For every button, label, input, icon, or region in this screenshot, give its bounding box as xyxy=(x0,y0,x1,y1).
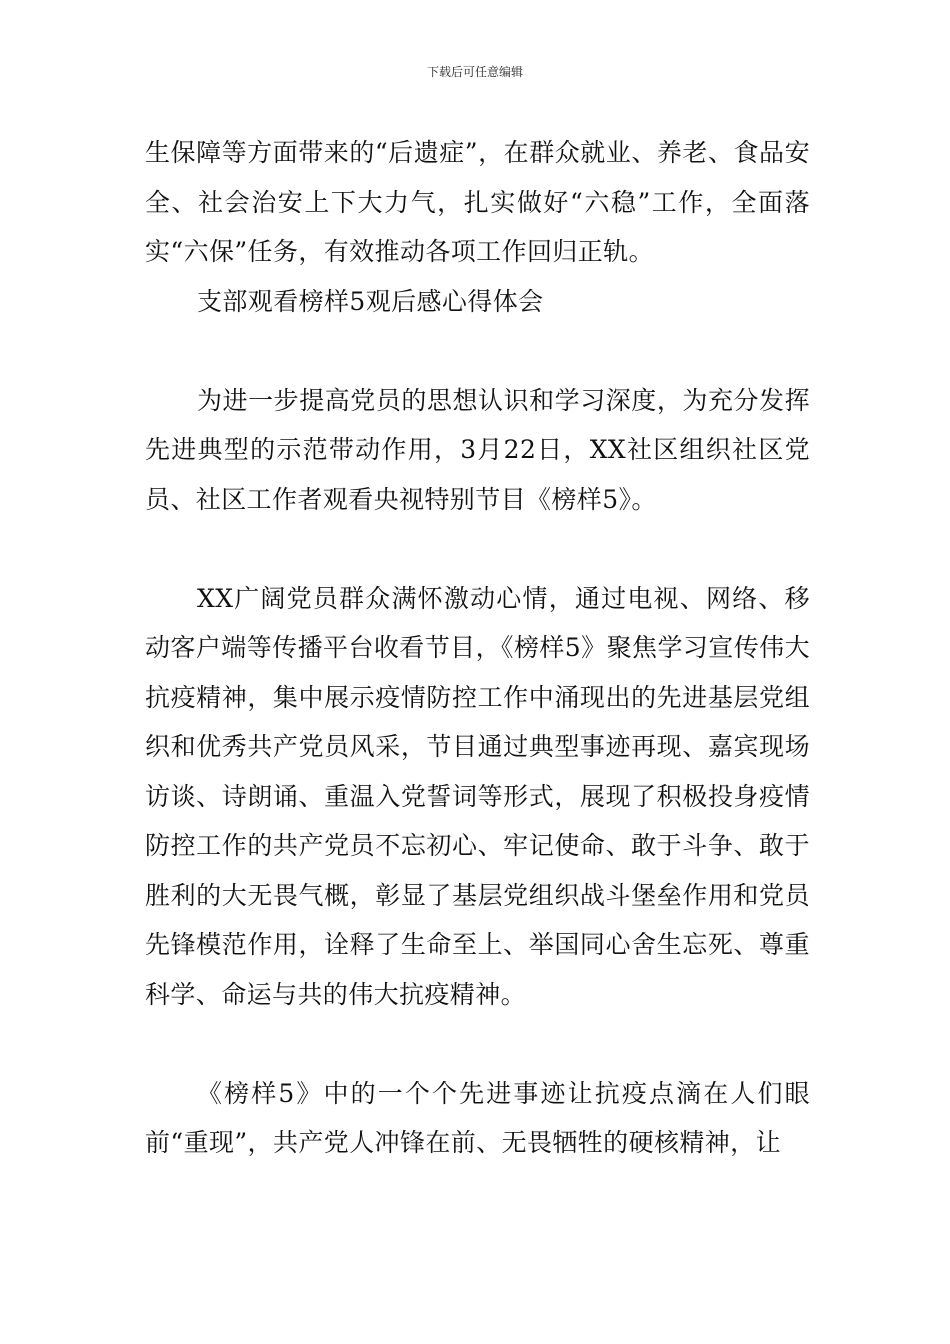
document-body xyxy=(145,128,810,1168)
paragraph-continuation: 生保障等方面带来的“后遗症”，在群众就业、养老、食品安全、社会治安上下大力气，扎实做好“六稳”工作，全面落实“六保”任务，有效推动各项工作回归正轨。 xyxy=(145,138,810,266)
paragraph-reflection: 《榜样5》中的一个个先进事迹让抗疫点滴在人们眼前“重现”，共产党人冲锋在前、无畏牺牲的硬核精神，让 xyxy=(145,1078,810,1157)
document-title: 支部观看榜样5观后感心得体会 xyxy=(197,286,544,316)
paragraph-program-summary: XX广阔党员群众满怀激动心情，通过电视、网络、移动客户端等传播平台收看节目，《榜样5》聚焦学习宣传伟大抗疫精神，集中展示疫情防控工作中涌现出的先进基层党组织和优秀共产党员风采，节目通过典型事迹再现、嘉宾现场访谈、诗朗诵、重温入党誓词等形式，展现了积极投身疫情防控工作的共产党员不忘初心、牢记使命、敢于斗争、敢于胜利的大无畏气概，彰显了基层党组织战斗堡垒作用和党员先锋模范作用，诠释了生命至上、举国同心舍生忘死、尊重科学、命运与共的伟大抗疫精神。 xyxy=(145,583,810,1009)
paragraph-intro: 为进一步提高党员的思想认识和学习深度，为充分发挥先进典型的示范带动作用，3月22日，XX社区组织社区党员、社区工作者观看央视特别节目《榜样5》。 xyxy=(145,385,810,514)
page-header: 下载后可任意编辑 xyxy=(426,65,523,79)
